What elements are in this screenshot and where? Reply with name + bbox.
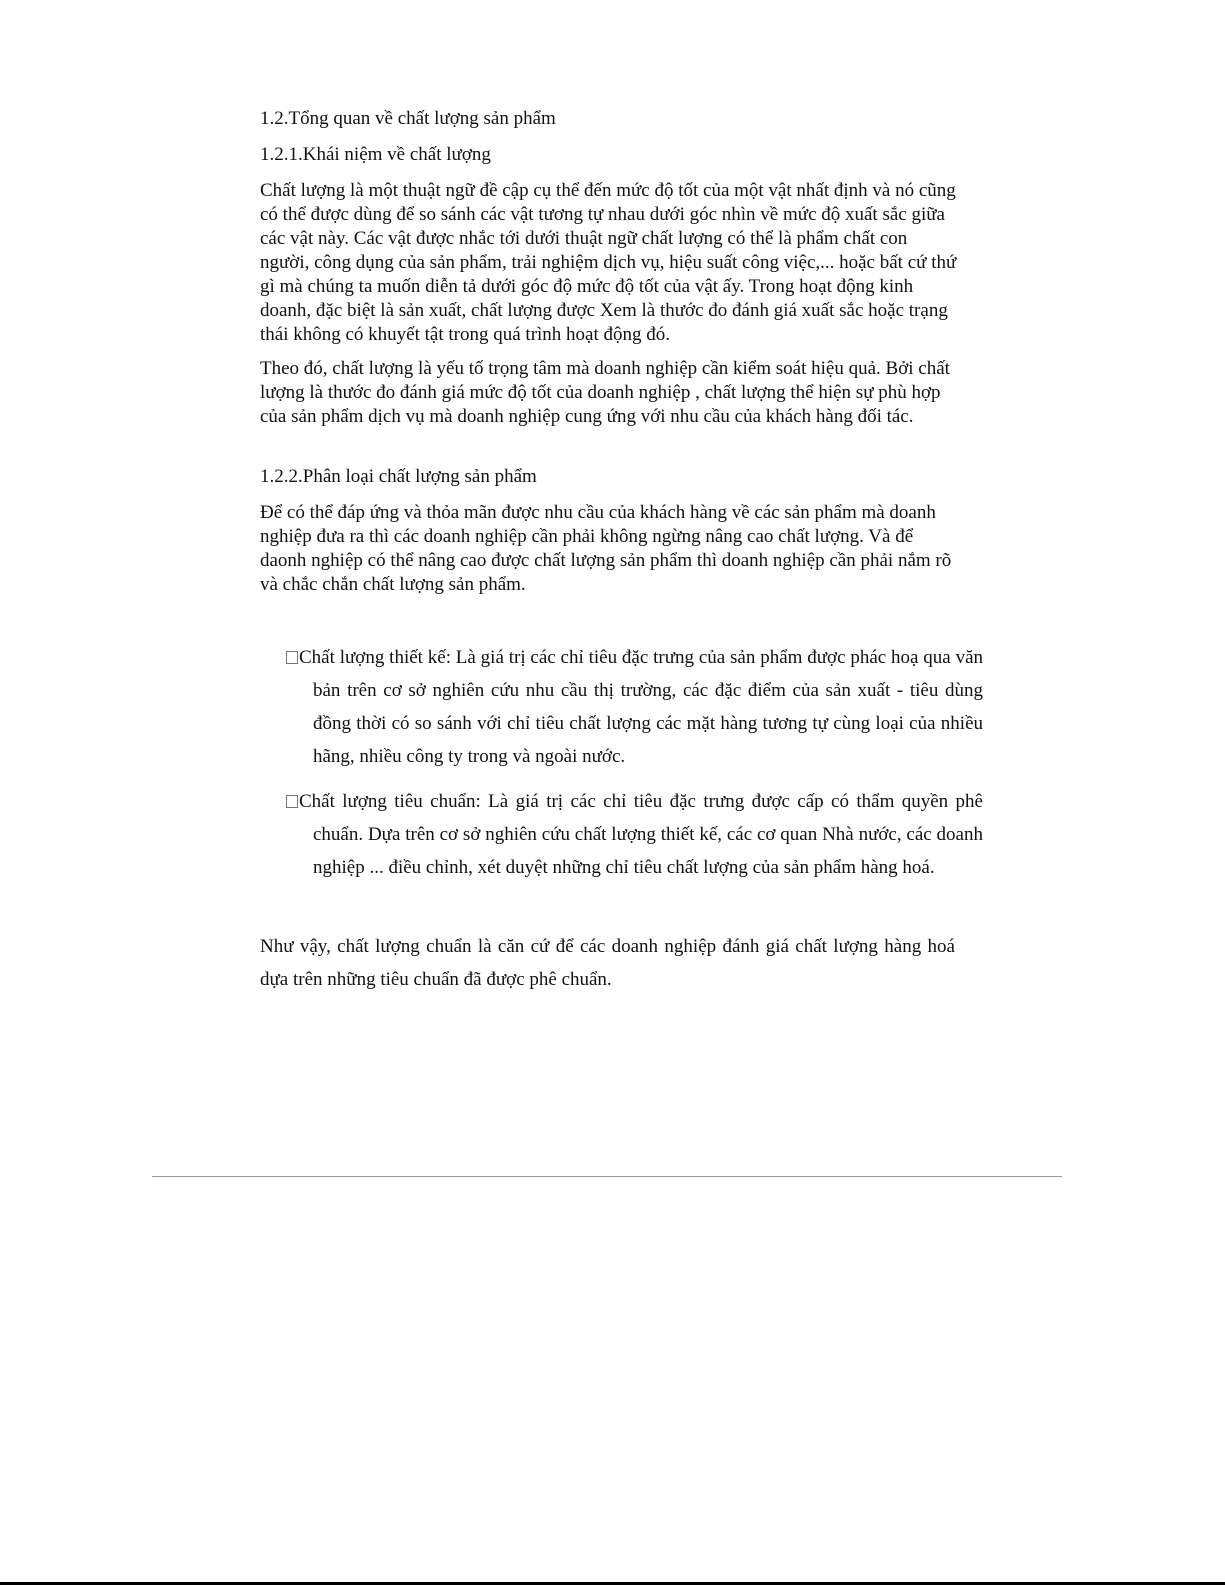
bullet-box-icon [286,795,298,808]
page-divider [152,1176,1062,1177]
section-heading: 1.2.Tổng quan về chất lượng sản phẩm [260,108,556,129]
list-item-text: Chất lượng tiêu chuẩn: Là giá trị các chỉ tiêu đặc trưng được cấp có thẩm quyền phê chuẩn. Dựa trên cơ sở nghiên cứu chất lượng thiết kế, các cơ quan Nhà nước, các doanh nghiệp ... điều chỉnh, xét duyệt những chỉ tiêu chất lượng của sản phẩm hàng hoá. [299,791,983,878]
paragraph-conclusion: Như vậy, chất lượng chuẩn là căn cứ để các doanh nghiệp đánh giá chất lượng hàng hoá dựa trên những tiêu chuẩn đã được phê chuẩn. [260,936,955,990]
subsection-heading-classification: 1.2.2.Phân loại chất lượng sản phẩm [260,466,537,487]
paragraph-classification-intro: Để có thể đáp ứng và thỏa mãn được nhu cầu của khách hàng về các sản phẩm mà doanh nghiệp đưa ra thì các doanh nghiệp cần phải không ngừng nâng cao chất lượng. Và để daonh nghiệp có thể nâng cao được chất lượng sản phẩm thì doanh nghiệp cần phải nắm rõ và chắc chắn chất lượng sản phẩm. [260,502,952,595]
paragraph-quality-definition: Chất lượng là một thuật ngữ đề cập cụ thể đến mức độ tốt của một vật nhất định và nó cũng có thể được dùng để so sánh các vật tương tự nhau dưới góc nhìn về mức độ xuất sắc giữa các vật này. Các vật được nhắc tới dưới thuật ngữ chất lượng có thể là phẩm chất con người, công dụng của sản phẩm, trải nghiệm dịch vụ, hiệu suất công việc,... hoặc bất cứ thứ gì mà chúng ta muốn diễn tả dưới góc độ mức độ tốt của vật ấy. Trong hoạt động kinh doanh, đặc biệt là sản xuất, chất lượng được Xem là thước đo đánh giá xuất sắc hoặc trạng thái không có khuyết tật trong quá trình hoạt động đó. [260,180,957,345]
list-item [286,785,983,884]
list-item [286,641,983,773]
bullet-box-icon [286,651,298,664]
paragraph-quality-role: Theo đó, chất lượng là yếu tố trọng tâm mà doanh nghiệp cần kiểm soát hiệu quả. Bởi chất lượng là thước đo đánh giá mức độ tốt của doanh nghiệp , chất lượng thể hiện sự phù hợp của sản phẩm dịch vụ mà doanh nghiệp cung ứng với nhu cầu của khách hàng đối tác. [260,358,950,427]
list-item-text: Chất lượng thiết kế: Là giá trị các chỉ tiêu đặc trưng của sản phẩm được phác hoạ qua văn bản trên cơ sở nghiên cứu nhu cầu thị trường, các đặc điểm của sản xuất - tiêu dùng đồng thời có so sánh với chỉ tiêu chất lượng các mặt hàng tương tự cùng loại của nhiều hãng, nhiều công ty trong và ngoài nước. [299,647,983,767]
subsection-heading-concept: 1.2.1.Khái niệm về chất lượng [260,144,491,165]
